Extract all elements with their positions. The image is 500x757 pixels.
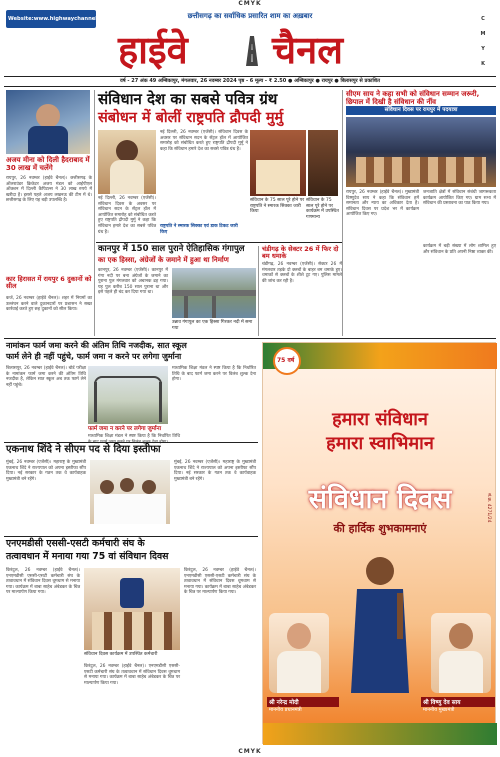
nmdc-headline-line1[interactable]: एनएमडीसी एससी-एसटी कर्मचारी संघ के: [6, 538, 145, 549]
shinde-body-col2: मुंबई, 26 नवम्बर (एजेंसी)। महाराष्ट्र के मुख्यमंत्री एकनाथ शिंदे ने राज्यपाल को अपना इस्तीफा सौंप दिया। नई सरकार के गठन तक वे कार्यवाहक मुख्यमंत्री बने रहेंगे।: [174, 460, 256, 482]
kanpur-caption: उन्नाव गंगापुल का एक हिस्सा गिरकर नदी में समा गया: [172, 320, 253, 331]
left-story1-body: रायपुर, 26 नवम्बर (हाईवे चैनल)। छत्तीसगढ़ के ऑलराउंडर क्रिकेटर अजय मंडल को आईपीएल ऑक्शन में दिल्ली कैपिटल्स ने 30 लाख रुपये में खरीदा है। इससे पहले अजय लखनऊ की टीम में थे। छत्तीसगढ़ के लिए यह बड़ी उपलब्धि है।: [6, 176, 92, 204]
nmdc-caption: संविधान दिवस कार्यक्रम में उपस्थित कर्मचारी: [84, 652, 158, 657]
masthead-tagline: छत्तीसगढ़ का सर्वाधिक प्रसारित शाम का अख़बार: [187, 12, 313, 20]
pm-name: श्री नरेन्द्र मोदी: [267, 697, 339, 707]
advert-logo: 75 वर्ष: [277, 357, 295, 364]
advert-line1: हमारा संविधान: [332, 409, 428, 430]
shinde-headline[interactable]: एकनाथ शिंदे ने सीएम पद से दिया इस्तीफा: [6, 444, 161, 455]
lead-caption-2: संविधान के 75 साल पूरे होने पर कार्यक्रम में उपस्थित गणमान्य: [306, 198, 339, 220]
right-top-body2: जनजाति क्षेत्रों में संविधान संबंधी जागरूकता कार्यक्रम आयोजित किए गए। ग्राम सभा में संविधान की प्रस्तावना का पाठ किया गया।: [423, 190, 496, 207]
lead-link[interactable]: राष्ट्रपति ने स्मारक सिक्का एवं डाक टिकट जारी किए: [160, 224, 238, 235]
nmdc-body-col3: किरंदुल, 26 नवम्बर (हाईवे चैनल)। एनएमडीसी एससी-एसटी कर्मचारी संघ के तत्वावधान में संविधान दिवस धूमधाम से मनाया गया। कार्यक्रम में बाबा साहेब अंबेडकर के चित्र पर माल्यार्पण किया गया।: [184, 568, 256, 596]
cm-portrait: [431, 613, 491, 693]
lead-caption-1: संविधान के 75 साल पूरे होने पर राष्ट्रपति ने स्मारक सिक्का जारी किया: [250, 198, 305, 215]
nameplate-body2: माध्यमिक शिक्षा मंडल ने स्पष्ट किया है कि निर्धारित तिथि: [88, 434, 180, 439]
shinde-photo-1: [90, 460, 170, 524]
statue-figure-icon: [343, 553, 417, 693]
pm-role: माननीय प्रधानमंत्री: [269, 707, 302, 713]
right-top-body3: कार्यक्रम में बड़ी संख्या में लोग शामिल हुए और संविधान के प्रति अपनी निष्ठा व्यक्त की।: [423, 244, 496, 255]
nameplate-photo-caption: फार्म जमा न करने पर लगेगा जुर्माना: [88, 426, 162, 432]
lead-headline-line1[interactable]: संविधान देश का सबसे पवित्र ग्रंथ: [98, 90, 278, 108]
nameplate-body: बिलासपुर, 26 नवम्बर (हाईवे चैनल)। बोर्ड परीक्षा के नामांकन फार्म जमा करने की अंतिम तिथि नजदीक है, लेकिन सात स्कूल अब तक फार्म लेने नहीं पहुंचे।: [6, 366, 86, 388]
title-right: चैनल: [272, 28, 343, 72]
chandigarh-body: चंडीगढ़, 26 नवम्बर (एजेंसी)। सेक्टर 26 में मंगलवार तड़के दो क्लबों के बाहर बम धमाके हुए। धमाकों से क्लबों के शीशे टूट गए। पुलिस मामले की जांच कर रही है।: [262, 262, 342, 284]
cmyk-top-mark: CMYK: [238, 0, 262, 7]
cm-role: माननीय मुख्यमंत्री: [423, 707, 455, 713]
kanpur-headline-line1[interactable]: कानपुर में 150 साल पुराने ऐतिहासिक गंगापुल: [98, 244, 245, 254]
cricketer-photo: [6, 90, 90, 154]
ceremony-photo-1: [250, 130, 306, 196]
nmdc-body: किरंदुल, 26 नवम्बर (हाईवे चैनल)। एनएमडीसी एससी-एसटी कर्मचारी संघ के तत्वावधान में संविधान दिवस धूमधाम से मनाया गया। कार्यक्रम में बाबा साहेब अंबेडकर के चित्र पर माल्यार्पण किया गया।: [6, 568, 80, 596]
nameplate-headline-line2[interactable]: फार्म लेने ही नहीं पहुंचे, फार्म जमा न करने पर लगेगा जुर्माना: [6, 352, 182, 361]
cmyk-side-badge: C M Y K: [480, 16, 486, 67]
right-top-headline[interactable]: सीएम साय ने कहा सभी को संविधान सम्मान जरूरी, छिपाल में दिखी है संविधान की नींव: [346, 90, 480, 107]
lead-headline-line2[interactable]: संबोधन में बोलीं राष्ट्रपति द्रौपदी मुर्मु: [98, 110, 284, 126]
pm-portrait: [269, 613, 329, 693]
nameplate-headline-line1[interactable]: नामांकन फार्म जमा करने की अंतिम तिथि नजदीक, सात स्कूल: [6, 341, 187, 350]
nmdc-photo: [84, 568, 180, 650]
website-box: [6, 10, 105, 28]
advert-big-title: संविधान दिवस: [308, 484, 452, 515]
cm-event-photo: [346, 117, 496, 187]
masthead-title: [0, 28, 500, 72]
president-photo: [98, 130, 156, 194]
highway-road-icon: [232, 32, 272, 68]
left-story1-headline[interactable]: अजय मीना को दिली हैदराबाद में 30 लाख में चलेंगे: [6, 156, 90, 173]
cm-name: श्री विष्णु देव साय: [421, 697, 495, 707]
shinde-body: मुंबई, 26 नवम्बर (एजेंसी)। महाराष्ट्र के मुख्यमंत्री एकनाथ शिंदे ने राज्यपाल को अपना इस्तीफा सौंप दिया। नई सरकार के गठन तक वे कार्यवाहक मुख्यमंत्री बने रहेंगे।: [6, 460, 86, 482]
title-left: हाईवे: [118, 28, 188, 72]
ceremony-photo-2: [308, 130, 338, 196]
bridge-photo: [172, 268, 256, 318]
kanpur-headline-line2[interactable]: का एक हिस्सा, अंग्रेजों के जमाने में हुआ था निर्माण: [98, 256, 229, 264]
school-gate-photo: [88, 366, 168, 424]
right-top-body: रायपुर, 26 नवम्बर (हाईवे चैनल)। मुख्यमंत्री विष्णुदेव साय ने कहा कि संविधान हमें समानता और न्याय का अधिकार देता है। संविधान दिवस पर प्रदेश भर में कार्यक्रम आयोजित किए गए।: [346, 190, 419, 218]
issue-line: वर्ष - 27 अंक 49 अम्बिकापुर, मंगलवार, 26 नवम्बर 2024 पृष्ठ - 6 मूल्य - ₹ 2.50 ● अम्बिकापुर ● रायपुर ● बिलासपुर से प्रकाशित: [120, 78, 381, 84]
left-story2-headline[interactable]: कार हिरासत में रायपुर 6 दुकानों को सील: [6, 275, 92, 291]
nameplate-body-col3: माध्यमिक शिक्षा मंडल ने स्पष्ट किया है कि निर्धारित तिथि के बाद फार्म जमा करने पर विलंब शुल्क देना होगा।: [172, 366, 256, 383]
nmdc-headline-line2[interactable]: तत्वावधान में मनाया गया 75 वां संविधान दिवस: [6, 551, 169, 562]
advert-line2: हमारा स्वाभिमान: [326, 433, 434, 454]
cmyk-bottom-mark: CMYK: [238, 748, 262, 755]
left-story2-body: कर्ज, 26 नवम्बर (हाईवे चैनल)। शहर में नियमों का उल्लंघन करने वाले दुकानदारों पर प्रशासन ने सख्त कार्रवाई करते हुए छह दुकानों को सील किया।: [6, 296, 92, 313]
advert-sub-title: की हार्दिक शुभकामनाएं: [333, 522, 427, 535]
advert-side-code: सं.क्र. 4271/24: [486, 493, 491, 523]
nmdc-body-col2: किरंदुल, 26 नवम्बर (हाईवे चैनल)। एनएमडीसी एससी-एसटी कर्मचारी संघ के तत्वावधान में संविधान दिवस धूमधाम से मनाया गया। कार्यक्रम में बाबा साहेब अंबेडकर के चित्र पर माल्यार्पण किया गया।: [84, 664, 180, 686]
kanpur-body: कानपुर, 26 नवम्बर (एजेंसी)। कानपुर में गंगा नदी पर बना अंग्रेजों के जमाने का पुराना पुल मंगलवार को अचानक ढह गया। यह पुल करीब 150 साल पुराना था और इसे पहले ही बंद कर दिया गया था।: [98, 268, 168, 296]
lead-body-cont: नई दिल्ली, 26 नवम्बर (एजेंसी)। संविधान दिवस के अवसर पर संविधान सदन के सेंट्रल हॉल में आयोजित समारोह को संबोधित करते हुए राष्ट्रपति द्रौपदी मुर्मु ने कहा कि संविधान हमारे देश का सबसे पवित्र ग्रंथ है।: [98, 196, 156, 235]
constitution-day-advert[interactable]: [262, 342, 496, 744]
right-top-subhead: संविधान दिवस पर रायपुर में पदयात्रा: [346, 106, 496, 115]
lead-body: नई दिल्ली, 26 नवम्बर (एजेंसी)। संविधान दिवस के अवसर पर संविधान सदन के सेंट्रल हॉल में आयोजित समारोह को संबोधित करते हुए राष्ट्रपति द्रौपदी मुर्मु ने कहा कि संविधान हमारे देश का सबसे पवित्र ग्रंथ है।: [160, 130, 248, 152]
chandigarh-headline[interactable]: चंडीगढ़ के सेक्टर 26 में फिर दो बम धमाके: [262, 245, 339, 261]
website-url[interactable]: Website:www.highwaychannel.in: [8, 16, 105, 22]
